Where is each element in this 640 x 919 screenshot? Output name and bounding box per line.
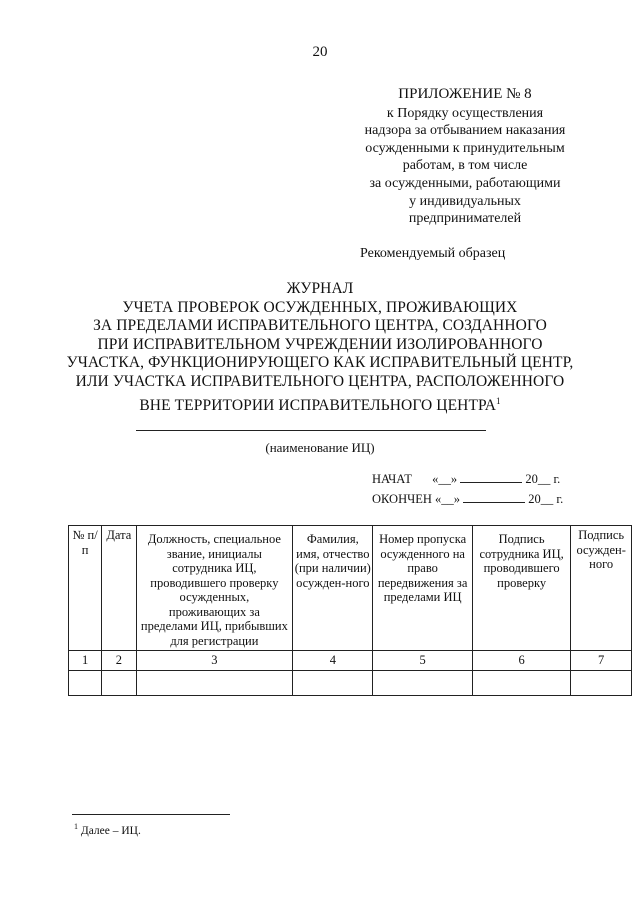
- appendix-line: предпринимателей: [408, 211, 522, 227]
- footnote-mark: 1: [74, 822, 78, 831]
- column-number: 2: [102, 651, 136, 671]
- table-cell: [373, 671, 473, 696]
- header-cell: Фамилия, имя, отчество (при наличии) осужден-ного: [293, 526, 373, 651]
- footnote-text: Далее – ИЦ.: [80, 824, 141, 837]
- page-number: 20: [312, 44, 328, 60]
- appendix-line: за осужденными, работающими: [369, 175, 561, 191]
- column-number: 4: [293, 651, 373, 671]
- recommended-sample-label: Рекомендуемый образец: [360, 246, 506, 261]
- header-cell: Подпись сотрудника ИЦ, проводившего проверку: [472, 526, 570, 651]
- date-started: [372, 472, 560, 487]
- table-cell: [472, 671, 570, 696]
- table-cell: [102, 671, 136, 696]
- appendix-line: к Порядку осуществления: [386, 105, 544, 121]
- table-cell: [571, 671, 632, 696]
- column-number: 6: [472, 651, 570, 671]
- appendix-line: у индивидуальных: [409, 193, 521, 209]
- journal-title: [40, 280, 600, 415]
- table-cell: [293, 671, 373, 696]
- journal-title-line: ЖУРНАЛ: [286, 280, 354, 297]
- journal-title-line: УЧЕТА ПРОВЕРОК ОСУЖДЕННЫХ, ПРОЖИВАЮЩИХ: [122, 298, 518, 316]
- checks-register-table: [68, 525, 632, 696]
- header-cell: Подпись осужден-ного: [571, 526, 632, 651]
- started-year: 20__ г.: [525, 472, 561, 486]
- started-label: НАЧАТ: [372, 472, 412, 486]
- appendix-block: [320, 86, 610, 228]
- table-cell: [69, 671, 102, 696]
- header-cell: Номер пропуска осужденного на право передвижения за пределами ИЦ: [373, 526, 473, 651]
- empty-entry-row: [69, 671, 632, 696]
- appendix-title: ПРИЛОЖЕНИЕ № 8: [398, 86, 532, 102]
- footnote-separator: [72, 814, 230, 815]
- finished-year: 20__ г.: [528, 492, 564, 506]
- header-cell: Дата: [102, 526, 136, 651]
- footnote: [74, 822, 141, 837]
- finished-label: ОКОНЧЕН: [372, 492, 432, 506]
- header-cell: Должность, специальное звание, инициалы сотрудника ИЦ, проводившего проверку осужденных, проживающих за пределами ИЦ, прибывших для регистрации: [136, 526, 293, 651]
- ic-name-line: [136, 430, 486, 431]
- date-finished: [372, 492, 563, 507]
- started-day: «__»: [432, 472, 458, 486]
- table-cell: [136, 671, 293, 696]
- journal-title-line: УЧАСТКА, ФУНКЦИОНИРУЮЩЕГО КАК ИСПРАВИТЕЛЬНЫЙ ЦЕНТР,: [66, 354, 574, 372]
- table-header-row: [69, 526, 632, 651]
- column-number: 1: [69, 651, 102, 671]
- journal-title-line: ЗА ПРЕДЕЛАМИ ИСПРАВИТЕЛЬНОГО ЦЕНТРА, СОЗДАННОГО: [93, 317, 547, 335]
- footnote-reference: 1: [496, 395, 501, 406]
- started-month-blank: [460, 482, 522, 483]
- journal-title-line: [40, 392, 600, 416]
- appendix-line: работам, в том числе: [402, 158, 528, 174]
- journal-title-line: ИЛИ УЧАСТКА ИСПРАВИТЕЛЬНОГО ЦЕНТРА, РАСПОЛОЖЕННОГО: [75, 372, 565, 390]
- column-number-row: [69, 651, 632, 671]
- column-number: 7: [571, 651, 632, 671]
- column-number: 3: [136, 651, 293, 671]
- appendix-line: надзора за отбыванием наказания: [364, 123, 566, 139]
- appendix-line: осужденными к принудительным: [365, 140, 565, 156]
- finished-day: «__»: [435, 492, 461, 506]
- header-cell: № п/п: [69, 526, 102, 651]
- finished-month-blank: [463, 502, 525, 503]
- journal-title-last: ВНЕ ТЕРРИТОРИИ ИСПРАВИТЕЛЬНОГО ЦЕНТРА: [139, 396, 497, 414]
- ic-name-caption: (наименование ИЦ): [265, 440, 375, 455]
- column-number: 5: [373, 651, 473, 671]
- journal-title-line: ПРИ ИСПРАВИТЕЛЬНОМ УЧРЕЖДЕНИИ ИЗОЛИРОВАННОГО: [97, 335, 543, 353]
